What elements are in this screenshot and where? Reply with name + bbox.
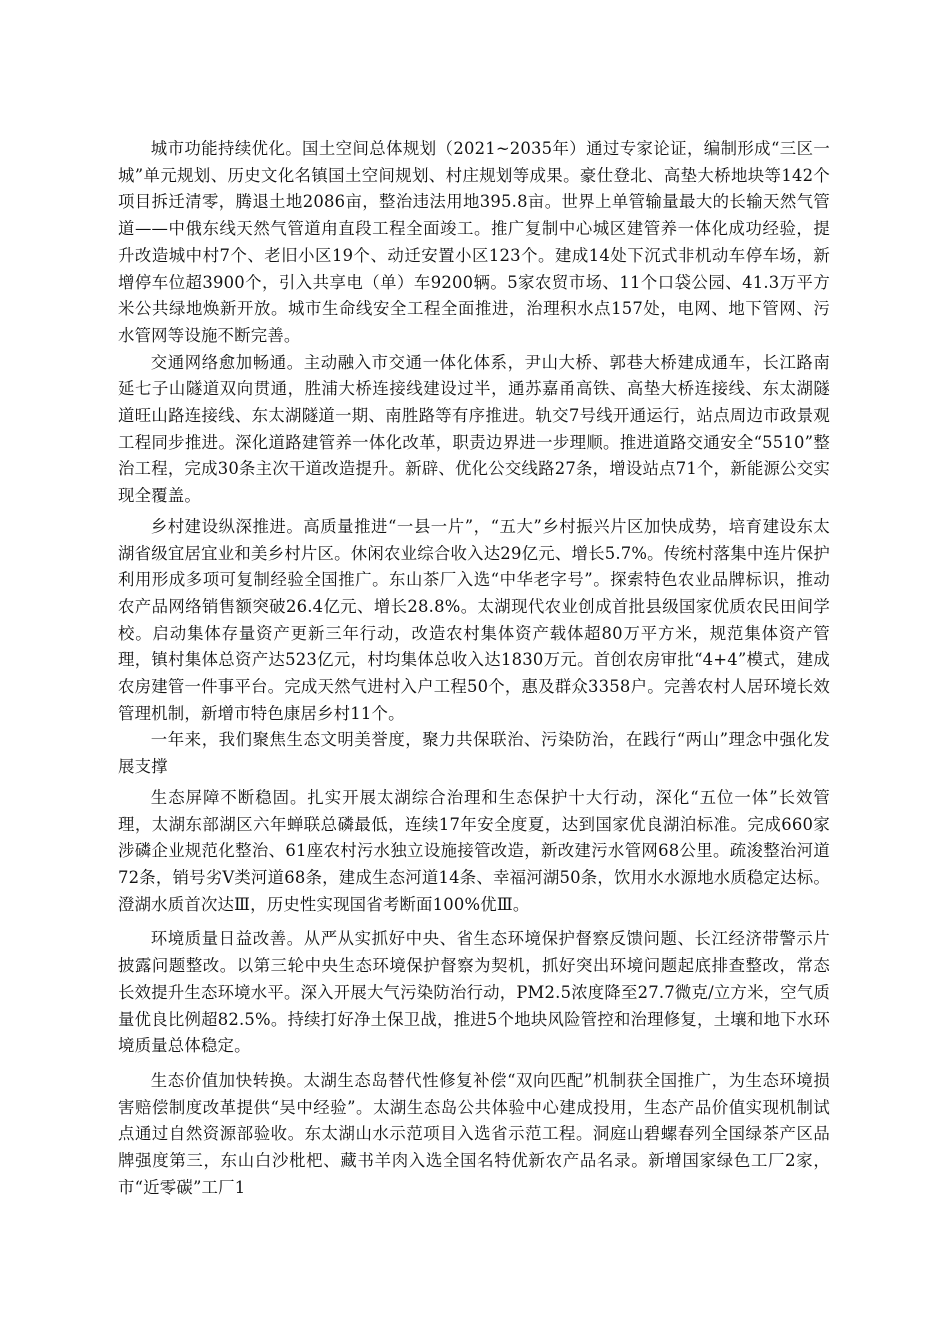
- paragraph-environment-quality: 环境质量日益改善。从严从实抓好中央、省生态环境保护督察反馈问题、长江经济带警示片披露问题整改。以第三轮中央生态环境保护督察为契机，抓好突出环境问题起底排查整改，常态长效提升生态环境水平。深入开展大气污染防治行动，PM2.5浓度降至27.7微克/立方米，空气质量优良比例超82.5%。持续打好净土保卫战，推进5个地块风险管控和治理修复，土壤和地下水环境质量总体稳定。: [118, 929, 830, 1056]
- paragraph-transport-network: 交通网络愈加畅通。主动融入市交通一体化体系，尹山大桥、郭巷大桥建成通车，长江路南延七子山隧道双向贯通，胜浦大桥连接线建设过半，通苏嘉甬高铁、高垫大桥连接线、东太湖隧道旺山路连接线、东太湖隧道一期、南胜路等有序推进。轨交7号线开通运行，站点周边市政景观工程同步推进。深化道路建管养一体化改革，职责边界进一步理顺。推进道路交通安全“5510”整治工程，完成30条主次干道改造提升。新辟、优化公交线路27条，增设站点71个，新能源公交实现全覆盖。: [118, 352, 830, 506]
- paragraph-rural-construction: 乡村建设纵深推进。高质量推进“一县一片”，“五大”乡村振兴片区加快成势，培育建设东太湖省级宜居宜业和美乡村片区。休闲农业综合收入达29亿元、增长5.7%。传统村落集中连片保护利用形成多项可复制经验全国推广。东山茶厂入选“中华老字号”。探索特色农业品牌标识，推动农产品网络销售额突破26.4亿元、增长28.8%。太湖现代农业创成首批县级国家优质农民田间学校。启动集体存量资产更新三年行动，改造农村集体资产载体超80万平方米，规范集体资产管理，镇村集体总资产达523亿元，村均集体总收入达1830万元。首创农房审批“4+4”模式，建成农房建管一件事平台。完成天然气进村入户工程50个，惠及群众3358户。完善农村人居环境长效管理机制，新增市特色康居乡村11个。: [118, 516, 830, 723]
- paragraph-ecological-barrier: 生态屏障不断稳固。扎实开展太湖综合治理和生态保护十大行动，深化“五位一体”长效管理，太湖东部湖区六年蝉联总磷最低，连续17年安全度夏，达到国家优良湖泊标准。完成660家涉磷企业规范化整治、61座农村污水独立设施接管改造，新改建污水管网68公里。疏浚整治河道72条，销号劣Ⅴ类河道68条，建成生态河道14条、幸福河湖50条，饮用水水源地水质稳定达标。澄湖水质首次达Ⅲ，历史性实现国省考断面100%优Ⅲ。: [118, 787, 830, 914]
- document-page: [118, 136, 830, 1201]
- paragraph-ecology-summary: 一年来，我们聚焦生态文明美誉度，聚力共保联治、污染防治，在践行“两山”理念中强化发展支撑: [118, 730, 830, 777]
- paragraph-ecological-value: 生态价值加快转换。太湖生态岛替代性修复补偿“双向匹配”机制获全国推广，为生态环境损害赔偿制度改革提供“吴中经验”。太湖生态岛公共体验中心建成投用，生态产品价值实现机制试点通过自然资源部验收。东太湖山水示范项目入选省示范工程。洞庭山碧螺春列全国绿茶产区品牌强度第三，东山白沙枇杷、藏书羊肉入选全国名特优新农产品名录。新增国家绿色工厂2家，市“近零碳”工厂1: [118, 1070, 830, 1197]
- paragraph-urban-function: 城市功能持续优化。国土空间总体规划（2021~2035年）通过专家论证，编制形成“三区一城”单元规划、历史文化名镇国土空间规划、村庄规划等成果。豪仕登北、高垫大桥地块等142个项目拆迁清零，腾退土地2086亩，整治违法用地395.8亩。世界上单管输量最大的长输天然气管道——中俄东线天然气管道甪直段工程全面竣工。推广复制中心城区建管养一体化成功经验，提升改造城中村7个、老旧小区19个、动迁安置小区123个。建成14处下沉式非机动车停车场，新增停车位超3900个，引入共享电（单）车9200辆。5家农贸市场、11个口袋公园、41.3万平方米公共绿地焕新开放。城市生命线安全工程全面推进，治理积水点157处，电网、地下管网、污水管网等设施不断完善。: [118, 139, 830, 345]
